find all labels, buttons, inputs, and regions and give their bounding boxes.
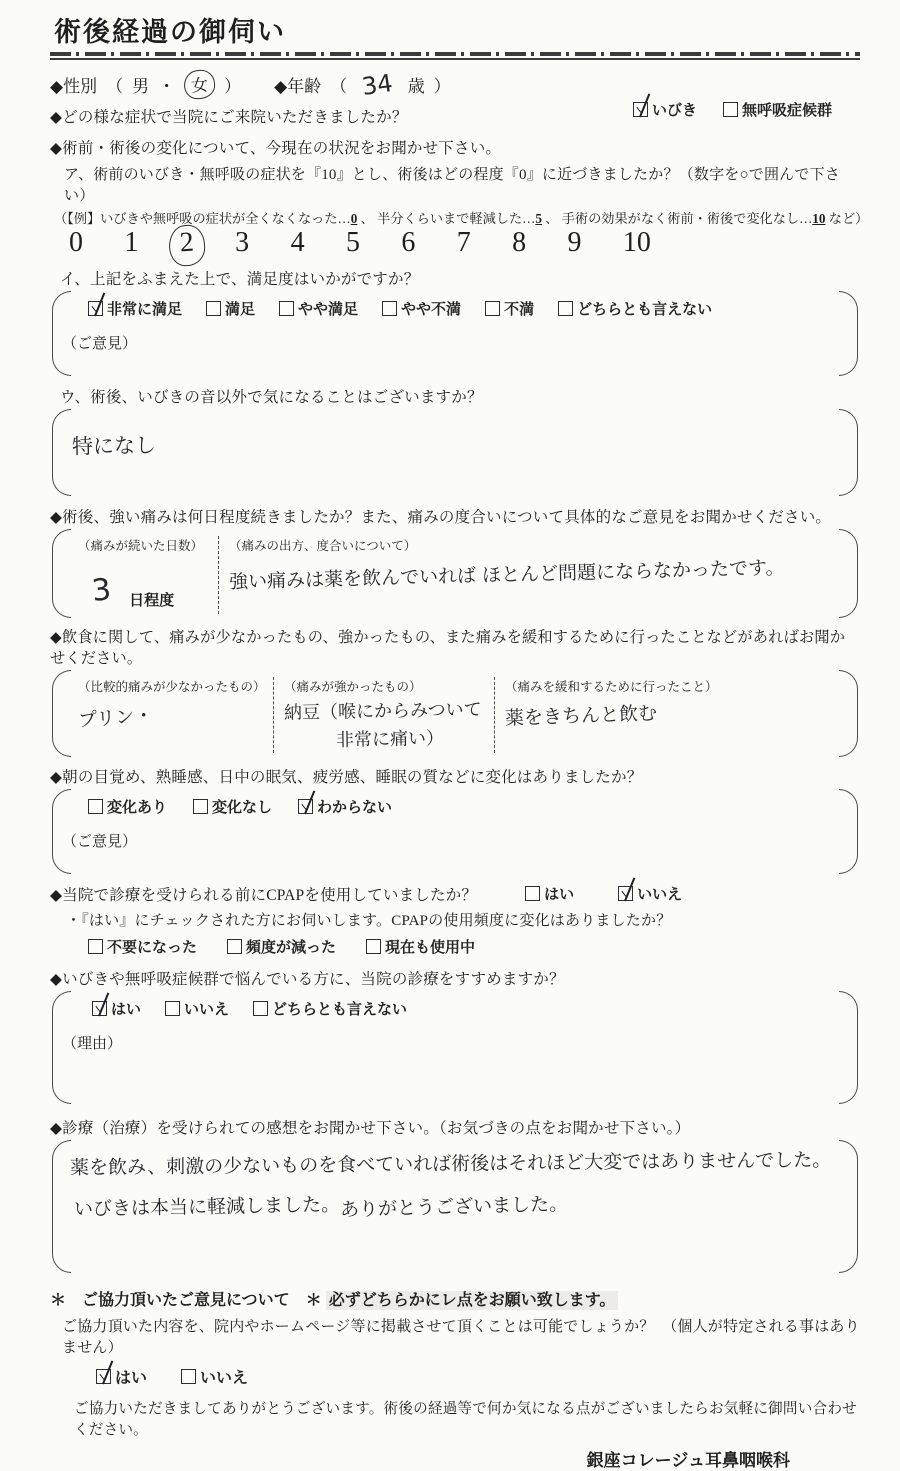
example-value-10: 10	[812, 211, 826, 226]
recommend-reason-label: （理由）	[62, 1035, 123, 1052]
question-impressions: ◆診療（治療）を受けられての感想をお聞かせ下さい。（お気づきの点をお聞かせ下さい。）	[50, 1119, 691, 1137]
symptom-option-ibiki	[633, 99, 697, 120]
scale-number-8[interactable]: 8	[512, 227, 527, 258]
age-value-handwritten: 34	[360, 68, 395, 101]
checkbox-cpap-no[interactable]	[618, 886, 633, 901]
checkbox-fuman[interactable]	[485, 301, 500, 316]
severity-scale-row	[66, 226, 654, 260]
checkbox-henka-nashi[interactable]	[193, 799, 208, 814]
symptom-option-ibiki-label: いびき	[651, 102, 697, 119]
satisfaction-option-0-label: 非常に満足	[107, 300, 183, 318]
sleep-option-0-label: 変化あり	[107, 798, 168, 816]
question-other-concerns: ウ、術後、いびきの音以外で気になることはございますか？	[60, 388, 483, 406]
clinic-name: 銀座コレージュ耳鼻咽喉科	[586, 1450, 790, 1470]
checkbox-mukokyu[interactable]	[723, 102, 738, 117]
cpap-followup-option-0	[88, 936, 197, 957]
cpap-followup-option-2	[366, 936, 475, 957]
recommend-option-no	[165, 998, 229, 1019]
gender-separator: ・	[158, 77, 176, 96]
recommend-option-no-label: いいえ	[184, 1000, 230, 1018]
example-pre: （【例】いびきや無呼吸の症状が全くなくなった…	[54, 211, 351, 226]
checkbox-henka-ari[interactable]	[88, 799, 103, 814]
pain-column-divider	[218, 536, 219, 614]
cpap-followup-question: ・『はい』にチェックされた方にお伺いします。CPAPの使用頻度に変化はありましたか？	[66, 912, 672, 929]
recommend-answer-box	[52, 991, 858, 1104]
checkbox-hijoni-manzoku[interactable]	[88, 301, 103, 316]
scale-number-6[interactable]: 6	[401, 227, 416, 258]
food-more-pain-value-line1[interactable]: 納豆（喉にからみついて	[283, 699, 482, 724]
pain-detail-value[interactable]: 強い痛みは薬を飲んでいれば ほとんど問題にならなかったです。	[228, 556, 785, 594]
example-mid2: 、 手術の効果がなく術前・術後で変化なし…	[541, 211, 813, 226]
impressions-line-2[interactable]: いびきは本当に軽減しました。	[73, 1193, 341, 1221]
food-more-pain-value-line2[interactable]: 非常に痛い）	[335, 727, 445, 751]
sleep-option-1	[193, 796, 272, 817]
satisfaction-option-2	[279, 298, 358, 319]
food-column-more-pain	[284, 677, 484, 753]
scale-number-7[interactable]: 7	[456, 227, 471, 258]
consent-thanks: ご協力いただきましてありがとうございます。術後の経過等で何か気になる点がございましたらお気軽に御問い合わせください。	[74, 1400, 857, 1438]
scale-number-5[interactable]: 5	[345, 227, 360, 258]
food-less-pain-label: （比較的痛みが少なかったもの）	[78, 679, 266, 694]
satisfaction-option-1-label: 満足	[225, 300, 256, 318]
recommend-option-yes-label: はい	[111, 1000, 142, 1018]
age-paren-open: （	[330, 77, 348, 96]
question-satisfaction: イ、上記をふまえた上で、満足度はいかがですか？	[60, 270, 420, 288]
cpap-option-yes	[525, 883, 574, 904]
consent-option-no	[181, 1365, 248, 1388]
question-cpap: ◆当院で診療を受けられる前にCPAPを使用していましたか？	[50, 886, 478, 904]
consent-option-no-label: いいえ	[200, 1369, 249, 1387]
gender-label: ◆性別	[50, 77, 98, 96]
question-food: ◆飲食に関して、痛みが少なかったもの、強かったもの、また痛みを緩和するために行ったことなどがあればお聞かせください。	[50, 628, 846, 667]
satisfaction-option-4	[485, 298, 534, 319]
food-relief-value[interactable]: 薬をきちんと飲む	[504, 702, 658, 730]
sleep-option-0	[88, 796, 167, 817]
scale-number-3[interactable]: 3	[235, 227, 250, 258]
checkbox-hindo[interactable]	[227, 939, 242, 954]
divider-line	[50, 58, 860, 60]
other-concerns-answer-box	[52, 409, 858, 496]
checkbox-fuyo[interactable]	[88, 939, 103, 954]
example-value-0: 0	[350, 211, 358, 226]
scale-number-2[interactable]: 2	[167, 224, 206, 267]
impressions-line-1[interactable]: 薬を飲み、刺激の少ないものを食べていれば術後はそれほど大変ではありませんでした。	[69, 1148, 832, 1179]
food-more-pain-label: （痛みが強かったもの）	[284, 679, 422, 694]
impressions-line-3[interactable]: ありがとうございました。	[339, 1192, 569, 1221]
recommend-option-yes	[92, 998, 141, 1019]
recommend-option-neither	[253, 998, 407, 1019]
checkbox-dochira[interactable]	[558, 301, 573, 316]
age-paren-close: ）	[433, 77, 451, 96]
recommend-option-neither-label: どちらとも言えない	[272, 1000, 408, 1018]
symptom-option-mukokyu	[723, 99, 832, 120]
food-column-divider-2	[494, 677, 495, 753]
food-relief-label: （痛みを緩和するために行ったこと）	[505, 679, 718, 694]
pain-days-value[interactable]: 3	[90, 571, 113, 609]
question-recommend: ◆いびきや無呼吸症候群で悩んでいる方に、当院の診療をすすめますか？	[50, 970, 565, 988]
satisfaction-option-0	[88, 298, 182, 319]
satisfaction-comment-label: （ご意見）	[62, 335, 138, 352]
scale-number-4[interactable]: 4	[290, 227, 305, 258]
consent-question: ご協力頂いた内容を、院内やホームページ等に掲載させて頂くことは可能でしょうか？ （個人が特定される事はありません）	[62, 1318, 860, 1356]
satisfaction-option-3-label: やや不満	[401, 300, 462, 318]
food-less-pain-value[interactable]: プリン・	[77, 704, 155, 732]
pain-answer-box	[52, 529, 858, 618]
page-title: 術後経過の御伺い	[54, 17, 286, 47]
title-divider	[50, 52, 860, 62]
gender-paren-close: ）	[224, 77, 242, 96]
scale-number-9[interactable]: 9	[567, 227, 582, 258]
age-label: ◆年齢	[274, 77, 322, 96]
satisfaction-option-2-label: やや満足	[298, 300, 359, 318]
divider-dashes	[50, 52, 860, 56]
cpap-option-no-label: いいえ	[637, 886, 683, 904]
sleep-answer-box	[52, 789, 858, 874]
pain-days-unit: 日程度	[129, 591, 175, 609]
age-unit: 歳	[407, 77, 425, 96]
checkbox-recommend-neither[interactable]	[253, 1001, 268, 1016]
question-change-sub-a: ア、術前のいびき・無呼吸の症状を『10』とし、術後はどの程度『0』に近づきましたか？（数字を○で囲んで下さい）	[64, 167, 840, 204]
food-column-divider-1	[273, 677, 274, 753]
profile-row	[50, 70, 860, 99]
sleep-option-2	[298, 796, 392, 817]
pain-detail-label: （痛みの出方、度合いについて）	[229, 538, 417, 553]
satisfaction-option-5	[558, 298, 712, 319]
gender-option-male: 男	[132, 77, 150, 96]
gender-paren-open: （	[106, 77, 124, 96]
cpap-followup-option-0-label: 不要になった	[107, 938, 198, 956]
cpap-followup-option-1	[227, 936, 336, 957]
checkbox-yaya-manzoku[interactable]	[279, 301, 294, 316]
sleep-option-2-label: わからない	[317, 798, 393, 816]
checkbox-ibiki[interactable]	[633, 102, 648, 117]
scale-number-10[interactable]: 10	[622, 227, 651, 258]
cpap-option-yes-label: はい	[544, 886, 575, 904]
food-column-relief	[505, 677, 828, 753]
cpap-followup-option-2-label: 現在も使用中	[385, 938, 476, 956]
gender-option-female: 女	[183, 69, 216, 100]
example-mid1: 、 半分くらいまで軽減した…	[357, 211, 536, 226]
sleep-option-1-label: 変化なし	[212, 798, 273, 816]
pain-days-column	[78, 536, 208, 614]
checkbox-manzoku[interactable]	[206, 301, 221, 316]
food-answer-box	[52, 670, 858, 757]
scale-number-0[interactable]: 0	[69, 227, 83, 258]
checkbox-yaya-fuman[interactable]	[382, 301, 397, 316]
question-sleep: ◆朝の目覚め、熟睡感、日中の眠気、疲労感、睡眠の質などに変化はありましたか？	[50, 768, 643, 786]
scale-number-1[interactable]: 1	[124, 227, 139, 258]
question-symptom: ◆どの様な症状で当院にご来院いただきましたか？	[50, 109, 408, 126]
cpap-option-no	[618, 883, 682, 904]
satisfaction-option-1	[206, 298, 255, 319]
example-value-5: 5	[535, 211, 542, 226]
impressions-answer-box	[52, 1140, 858, 1273]
consent-option-yes	[96, 1365, 147, 1388]
checkbox-consent-no[interactable]	[181, 1369, 196, 1384]
cpap-followup-option-1-label: 頻度が減った	[246, 938, 337, 956]
checkbox-cpap-yes[interactable]	[525, 886, 540, 901]
satisfaction-answer-box	[52, 291, 858, 376]
pain-detail-column	[229, 536, 828, 614]
checkbox-recommend-yes[interactable]	[92, 1001, 107, 1016]
other-concerns-answer[interactable]: 特になし	[71, 433, 157, 459]
checkbox-recommend-no[interactable]	[165, 1001, 180, 1016]
change-example-line	[54, 208, 869, 227]
question-change: ◆術前・術後の変化について、今現在の状況をお聞かせ下さい。	[50, 140, 502, 157]
satisfaction-option-4-label: 不満	[504, 300, 535, 318]
question-pain: ◆術後、強い痛みは何日程度続きましたか？また、痛みの度合いについて具体的なご意見をお聞かせください。	[50, 508, 832, 526]
example-post: など）	[825, 211, 869, 226]
satisfaction-option-5-label: どちらとも言えない	[577, 300, 713, 318]
checkbox-wakaranai[interactable]	[298, 799, 313, 814]
satisfaction-option-3	[382, 298, 461, 319]
food-column-less-pain	[77, 677, 266, 753]
checkbox-consent-yes[interactable]	[96, 1369, 111, 1384]
sleep-comment-label: （ご意見）	[62, 833, 138, 850]
consent-option-yes-label: はい	[115, 1369, 148, 1387]
consent-header: ＊ ご協力頂いたご意見について ＊	[50, 1291, 322, 1309]
consent-header-emphasis: 必ずどちらかにレ点をお願い致します。	[326, 1291, 619, 1310]
checkbox-genzai[interactable]	[366, 939, 381, 954]
symptom-option-mukokyu-label: 無呼吸症候群	[741, 102, 832, 119]
pain-days-label: （痛みが続いた日数）	[78, 538, 204, 553]
